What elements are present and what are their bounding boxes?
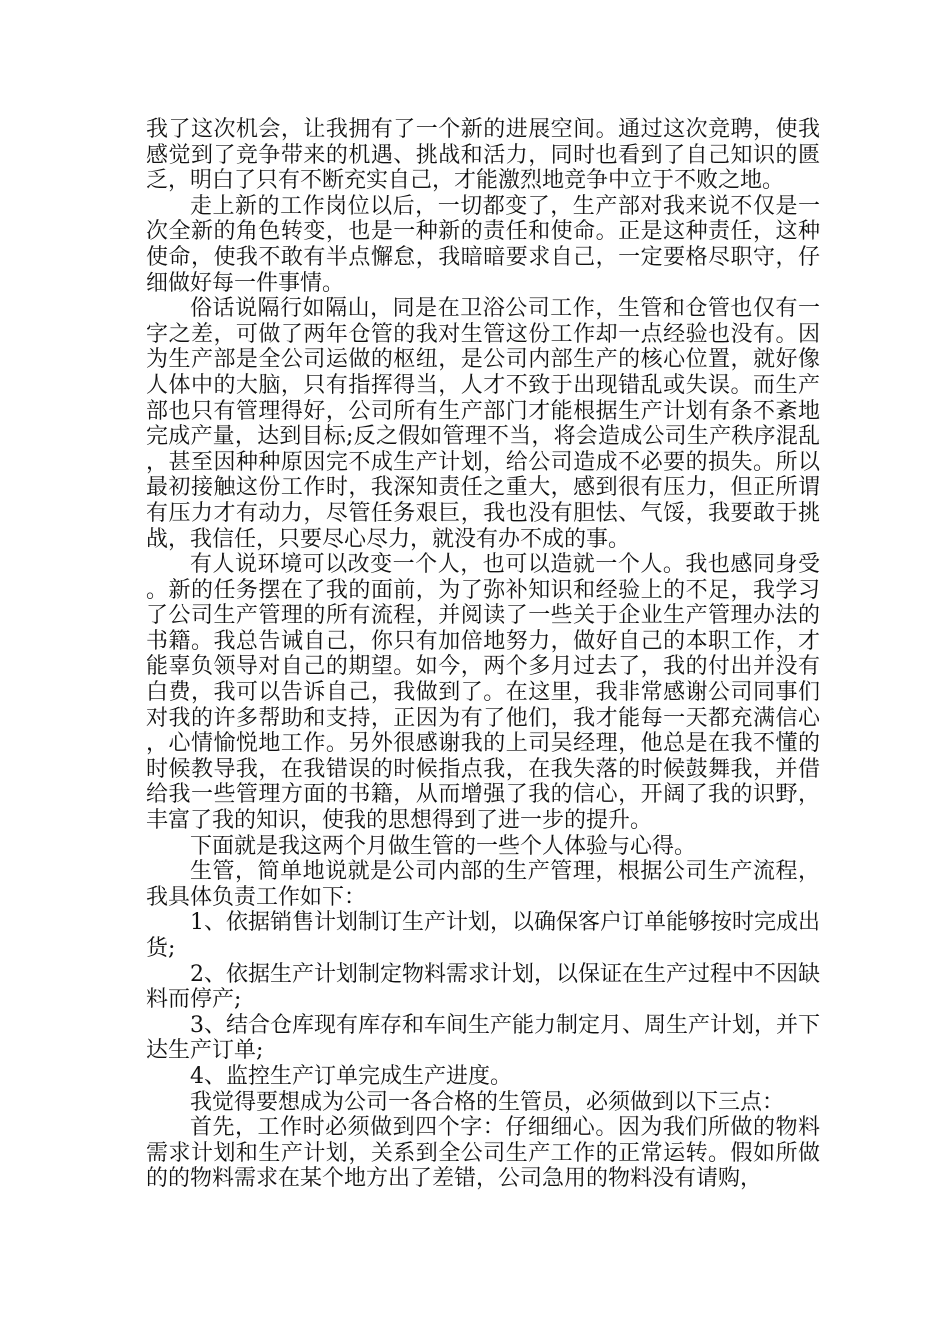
paragraph-1: 我了这次机会，让我拥有了一个新的进展空间。通过这次竞聘，使我感觉到了竞争带来的机遇、挑战和活力，同时也看到了自己知识的匮乏，明白了只有不断充实自己，才能激烈地竞争中立于不败之地。 — [146, 117, 820, 194]
list-item-1: 1、依据销售计划制订生产计划，以确保客户订单能够按时完成出货; — [146, 910, 820, 961]
paragraph-4: 有人说环境可以改变一个人，也可以造就一个人。我也感同身受。新的任务摆在了我的面前，为了弥补知识和经验上的不足，我学习了公司生产管理的所有流程，并阅读了一些关于企业生产管理办法的书籍。我总告诫自己，你只有加倍地努力，做好自己的本职工作，才能辜负领导对自己的期望。如今，两个多月过去了，我的付出并没有白费，我可以告诉自己，我做到了。在这里，我非常感谢公司同事们对我的许多帮助和支持，正因为有了他们，我才能每一天都充满信心，心情愉悦地工作。另外很感谢我的上司吴经理，他总是在我不懂的时候教导我，在我错误的时候指点我，在我失落的时候鼓舞我，并借给我一些管理方面的书籍，从而增强了我的信心，开阔了我的识野，丰富了我的知识，使我的思想得到了进一步的提升。 — [146, 552, 820, 834]
paragraph-8: 首先，工作时必须做到四个字：仔细细心。因为我们所做的物料需求计划和生产计划，关系到全公司生产工作的正常运转。假如所做的的物料需求在某个地方出了差错，公司急用的物料没有请购， — [146, 1115, 820, 1192]
paragraph-7: 我觉得要想成为公司一各合格的生管员，必须做到以下三点： — [190, 1089, 785, 1115]
paragraph-3: 俗话说隔行如隔山，同是在卫浴公司工作，生管和仓管也仅有一字之差，可做了两年仓管的我对生管这份工作却一点经验也没有。因为生产部是全公司运做的枢纽，是公司内部生产的核心位置，就好像人体中的大脑，只有指挥得当，人才不致于出现错乱或失误。而生产部也只有管理得好，公司所有生产部门才能根据生产计划有条不紊地完成产量，达到目标;反之假如管理不当，将会造成公司生产秩序混乱，甚至因种种原因完不成生产计划，给公司造成不必要的损失。所以最初接触这份工作时，我深知责任之重大，感到很有压力，但正所谓有压力才有动力，尽管任务艰巨，我也没有胆怯、气馁，我要敢于挑战，我信任，只要尽心尽力，就没有办不成的事。 — [146, 296, 820, 552]
paragraph-2: 走上新的工作岗位以后，一切都变了，生产部对我来说不仅是一次全新的角色转变，也是一种新的责任和使命。正是这种责任，这种使命，使我不敢有半点懈怠，我暗暗要求自己，一定要格尽职守，仔细做好每一件事情。 — [146, 193, 820, 296]
document-body — [146, 117, 820, 1192]
list-item-3: 3、结合仓库现有库存和车间生产能力制定月、周生产计划，并下达生产订单; — [146, 1012, 820, 1064]
list-item-4: 4、监控生产订单完成生产进度。 — [190, 1063, 512, 1089]
paragraph-5: 下面就是我这两个月做生管的一些个人体验与心得。 — [190, 833, 697, 859]
list-item-2: 2、依据生产计划制定物料需求计划，以保证在生产过程中不因缺料而停产; — [146, 961, 820, 1013]
paragraph-6: 生管，简单地说就是公司内部的生产管理，根据公司生产流程，我具体负责工作如下： — [146, 859, 820, 910]
